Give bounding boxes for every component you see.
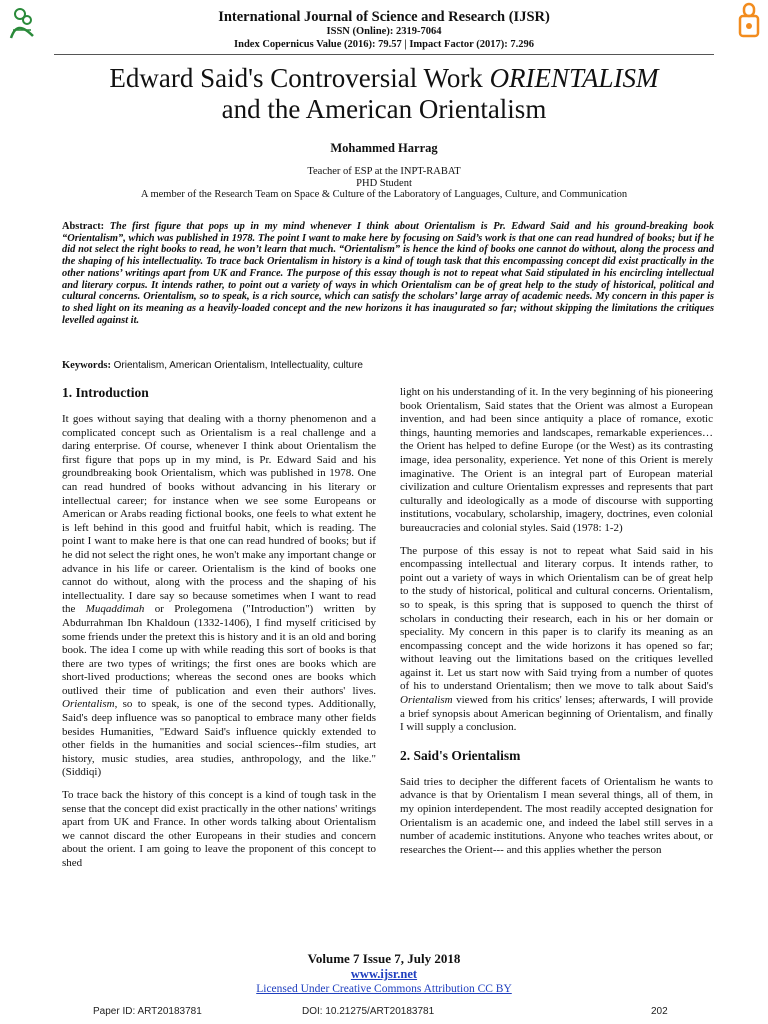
affiliation-block [0,166,768,201]
paragraph [400,545,713,735]
italic-term: Orientalism [400,694,453,707]
footer [0,951,768,996]
paragraph-text: or Prolegomena ("Introduction") written by Abdurrahman Ibn Khaldoun (1332-1406), I find myself criticised by some friends under the pretext this is history and it is an old and boring book. The idea I come up with while reading this sort of books is that there are two types of writings; the first ones are books which are short-lived productions; whereas the second ones are books which outlived their time of publication and even their authors' lives. [62,603,376,697]
section-heading-saids-orientalism: 2. Said's Orientalism [400,747,521,763]
journal-header [0,9,768,51]
title-line1-emphasis: ORIENTALISM [489,63,659,93]
paragraph: light on his understanding of it. In the very beginning of his pioneering book Orientalism, Said states that the Orient was almost a European invention, and had been since antiquity a place of romance, exotic things, haunting memories and landscapes, remarkable experiences…the Orient has helped to define Europe (or the West) as its contrasting image, idea personality, experience. Yet none of this Orient is merely imaginative. The Orient is an integral part of European material civilization and culture Orientalism expresses and represents that part culturally and ideologically as a mode of discourse with supporting institutions, vocabulary, scholarship, imagery, doctrines, even colonial bureaucracies and colonial styles. Said (1978: 1-2) [400,386,713,534]
italic-term: Orientalism [62,698,115,711]
header-rule [54,54,714,55]
right-column [400,386,713,866]
journal-index: Index Copernicus Value (2016): 79.57 | Impact Factor (2017): 7.296 [234,39,534,50]
journal-name: International Journal of Science and Research (IJSR) [218,9,550,25]
left-column [62,385,376,880]
italic-term: Muqaddimah [85,603,145,616]
paper-id: Paper ID: ART20183781 [93,1006,202,1017]
affiliation-line: PHD Student [356,177,412,189]
page-number: 202 [651,1006,668,1017]
keywords [62,360,714,371]
journal-issn: ISSN (Online): 2319-7064 [326,26,442,37]
paragraph-text: It goes without saying that dealing with a thorny phenomenon and a complicated concept such as Orientalism is a real challenge and a daring enterprise. Of course, whenever I think about Orientalism the first figure that pops up in my mind, is Pr. Edward Said and his groundbreaking book Orientalism, which was published in 1978. One can read hundred of books without advancing in his literary or intellectual career; for instance when we see some Europeans or American or Arabs reading fictional books, one feels to what extent he is left behind in this good and fruitful habit, which is reading. The point I want to make here is that one can read hundred of books; but if he did not select the right ones, he won't make any important change or advance in his life or career. Orientalism is the kind of books one cannot do without, along with the process and the shaping of his intellectuality. I dare say so because sometimes when I want to read the [62,413,376,616]
abstract-text: The first figure that pops up in my mind whenever I think about Orientalism is Pr. Edward Said and his ground-breaking book “Orientalism”, which was published in 1978. The point I want to make here by focusing on Said’s work is that one can read hundred of books; but if he did not select the right books to read, he won’t learn that much. “Orientalism” is hence the kind of books one cannot do without, along the process and the shaping of his intellectuality. To trace back Orientalism in history is a kind of tough task that this encompassing concept did exist practically in the other nations’ writings apart from UK and France. The purpose of this essay though is not to repeat what Said stipulated in his encircling intellectual and literary corpus. It intends rather, to point out a variety of ways in which Orientalism can be of great help to the study of historical, political and cultural concerns. Orientalism, so to speak, is a rich source, which can satisfy the scholars’ large array of academic needs. My concern in this paper is to shed light on its meaning as a heavily-loaded concept and the new horizons it has inaugurated so far; without skipping the limitations the critiques levelled against it. [62,221,714,326]
keywords-label: Keywords: [62,360,114,371]
section-heading-introduction: 1. Introduction [62,385,149,400]
title-line2: and the American Orientalism [221,94,547,124]
keywords-value: Orientalism, American Orientalism, Intellectuality, culture [113,360,363,371]
author-name: Mohammed Harrag [330,141,438,155]
paragraph-text: The purpose of this essay is not to repeat what Said said in his encompassing intellectual and literary corpus. It intends rather, to point out a variety of ways in which Orientalism can be of great help to the study of historical, political and cultural concerns. Orientalism, so to speak, is this spring that is supposed to quench the thirst of scholars in conducting their research, each in his or her domain or speciality. My concern in this paper is to clarify its meaning as an encompassing concept and the wide horizons it has opened so far; without leaving out the limitations based on the critiques levelled against it. Let us start now with Said trying from a number of quotes of his to understand Orientalism; then we move to talk about Said's [400,544,713,693]
affiliation-line: Teacher of ESP at the INPT-RABAT [307,166,461,177]
paragraph-text: , so to speak, is one of the second types. Additionally, Said's deep influence was so panoptical to embrace many other fields besides Humanities, "Edward Said's influence quickly extended to other fields in the humanities and social sciences--film studies, art history, music studies, area studies, anthropology, and the like." (Siddiqi) [62,698,376,779]
volume-issue: Volume 7 Issue 7, July 2018 [307,951,461,966]
abstract [62,221,714,326]
paper-title [0,63,768,125]
paragraph: To trace back the history of this concept is a kind of tough task in the sense that the concept did exist practically in the other nations' writings apart from UK and France. In other words talking about Orientalism we cannot discard the other Europeans in their studies and concern about the orient. I am going to leave the proponent of this concept to shed [62,789,376,869]
title-line1: Edward Said's Controversial Work [109,63,490,93]
license-link[interactable]: Licensed Under Creative Commons Attribution CC BY [256,983,512,995]
affiliation-line: A member of the Research Team on Space & Culture of the Laboratory of Languages, Culture, and Communication [140,189,628,200]
journal-url-link[interactable]: www.ijsr.net [350,967,418,981]
paragraph-text: viewed from his critics' lenses; afterwards, I will provide a brief synopsis about American beginning of Orientalism, and finally I will supply a conclusion. [400,694,713,734]
doi: DOI: 10.21275/ART20183781 [302,1006,435,1017]
paragraph [62,413,376,780]
abstract-label: Abstract: [62,221,110,232]
paragraph: Said tries to decipher the different facets of Orientalism he wants to advance is that by Orientalism I mean several things, all of them, in my opinion interdependent. The most readily accepted designation for Orientalism is an academic one, and indeed the label still serves in a number of academic institutions. Anyone who teaches writes about, or researches the Orient--- and this applies whether the person [400,775,713,856]
